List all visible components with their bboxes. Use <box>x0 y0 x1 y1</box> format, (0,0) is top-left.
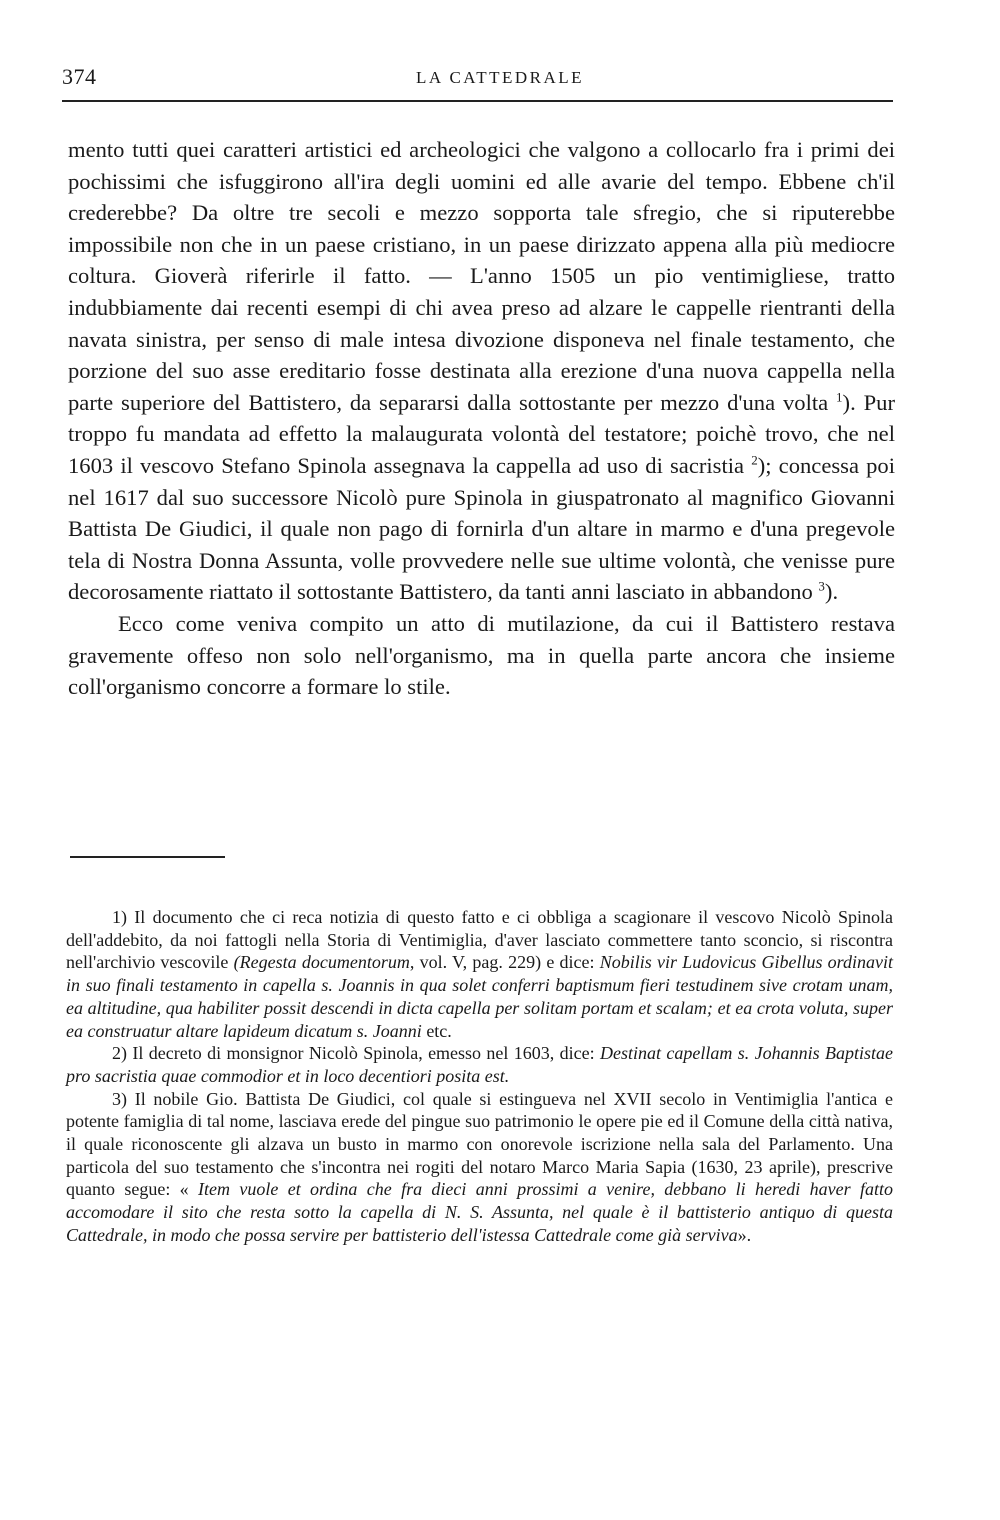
footnote-1 <box>66 906 893 1042</box>
footnote-2 <box>66 1042 893 1087</box>
footnote-ref-3: 3 <box>818 578 825 594</box>
footnote-3 <box>66 1088 893 1247</box>
footnote-ref-1: 1 <box>836 389 843 405</box>
paragraph-1-text: mento tutti quei caratteri artistici ed archeologici che valgono a collocarlo fra i primi dei pochissimi che isfuggirono all'ira degli uomini ed alle avarie del tempo. Ebbene ch'il crederebbe? Da oltre tre secoli e mezzo sopporta tale sfregio, che si riputerebbe impossibile non che in un paese cristiano, in un paese dirizzato appena alla più mediocre coltura. Gioverà riferirle il fatto. — L'anno 1505 un pio ventimigliese, tratto indubbiamente dai recenti esempi di chi avea preso ad alzare le cappelle rientranti della navata sinistra, per senso di male intesa divozione disponeva nel finale testamento, che porzione del suo asse ereditario fosse destinata alla erezione d'una nuova cappella nella parte superiore del Battistero, da separarsi dalla sottostante per mezzo d'una volta <box>68 137 895 415</box>
footnote-3-quote: Item vuole et ordina che fra dieci anni prossimi a venire, debbano li heredi haver fatto accomodare il sito che resta sotto la capella di N. S. Assunta, nel quale è il battisterio antiquo di questa Cattedrale, in modo che possa servire per battisterio dell'istessa Cattedrale come già serviva <box>66 1179 893 1245</box>
footnote-3-close: ». <box>737 1224 752 1245</box>
header-rule <box>62 100 893 102</box>
footnote-1-text: 1) Il documento che ci reca notizia di questo fatto e ci obbliga a scagionare il vescovo Nicolò Spinola dell'addebito, da noi fattogli nella Storia di Ventimiglia, d'aver lasciato commettere tanto sconcio, si riscontra nell'archivio vescovile <box>66 907 893 973</box>
main-text <box>68 134 895 703</box>
paragraph-1-end: ). <box>824 579 839 605</box>
footnote-2-text: 2) Il decreto di monsignor Nicolò Spinola, emesso nel 1603, dice: <box>112 1043 595 1064</box>
footnote-1-text-2: , vol. V, pag. 229) e dice: <box>409 952 595 973</box>
footnote-ref-2: 2 <box>751 452 758 468</box>
footnote-separator <box>70 856 225 858</box>
paragraph-1-continued-2: ); concessa poi nel 1617 dal suo successore Nicolò pure Spinola in giuspatronato al magnifico Giovanni Battista De Giudici, il quale non pago di fornirla d'un altare in marmo e d'una pregevole tela di Nostra Donna Assunta, volle provvedere nelle sue ultime volontà, che venisse pure decorosamente riattato il sottostante Battistero, da tanti anni lasciato in abbandono <box>68 452 895 605</box>
footnotes <box>66 906 893 1247</box>
page-number: 374 <box>62 64 97 89</box>
footnote-1-source: (Regesta documentorum <box>233 952 410 973</box>
footnote-3-text: 3) Il nobile Gio. Battista De Giudici, col quale si estingueva nel XVII secolo in Ventimiglia l'antica e potente famiglia di tal nome, lasciava erede del pingue suo patrimonio le opere pie ed il Comune della città nativa, il quale riconoscente gli alzava un busto in marmo con onorevole iscrizione nella sala del Parlamento. Una particola del suo testamento che s'incontra nei rogiti del notaro Marco Maria Sapia (1630, 23 aprile), prescrive quanto segue: « <box>66 1088 893 1200</box>
footnote-1-etc: etc. <box>426 1020 452 1041</box>
footnote-2-quote: Destinat capellam s. Johannis Baptistae pro sacristia quae commodior et in loco decentiori posita est. <box>66 1043 893 1086</box>
footnote-1-quote: Nobilis vir Ludovicus Gibellus ordinavit in suo finali testamento in capella s. Joannis in qua solet conferri baptismum fieri testudinem sive crotam unam, ea altitudine, qua habiliter possit descendi in dicta capella per solitam portam et scalam; et ea crota voluta, super ea construatur altare lapideum dicatum s. Joanni <box>66 952 894 1041</box>
paragraph-1 <box>68 134 895 608</box>
paragraph-1-continued: ). Pur troppo fu mandata ad effetto la malaugurata volontà del testatore; poichè trovo, che nel 1603 il vescovo Stefano Spinola assegnava la cappella ad uso di sacristia <box>68 389 895 478</box>
running-head: LA CATTEDRALE <box>415 68 585 87</box>
paragraph-2: Ecco come veniva compito un atto di mutilazione, da cui il Battistero restava gravemente offeso non solo nell'organismo, ma in quella parte ancora che insieme coll'organismo concorre a formare lo stile. <box>68 610 895 700</box>
